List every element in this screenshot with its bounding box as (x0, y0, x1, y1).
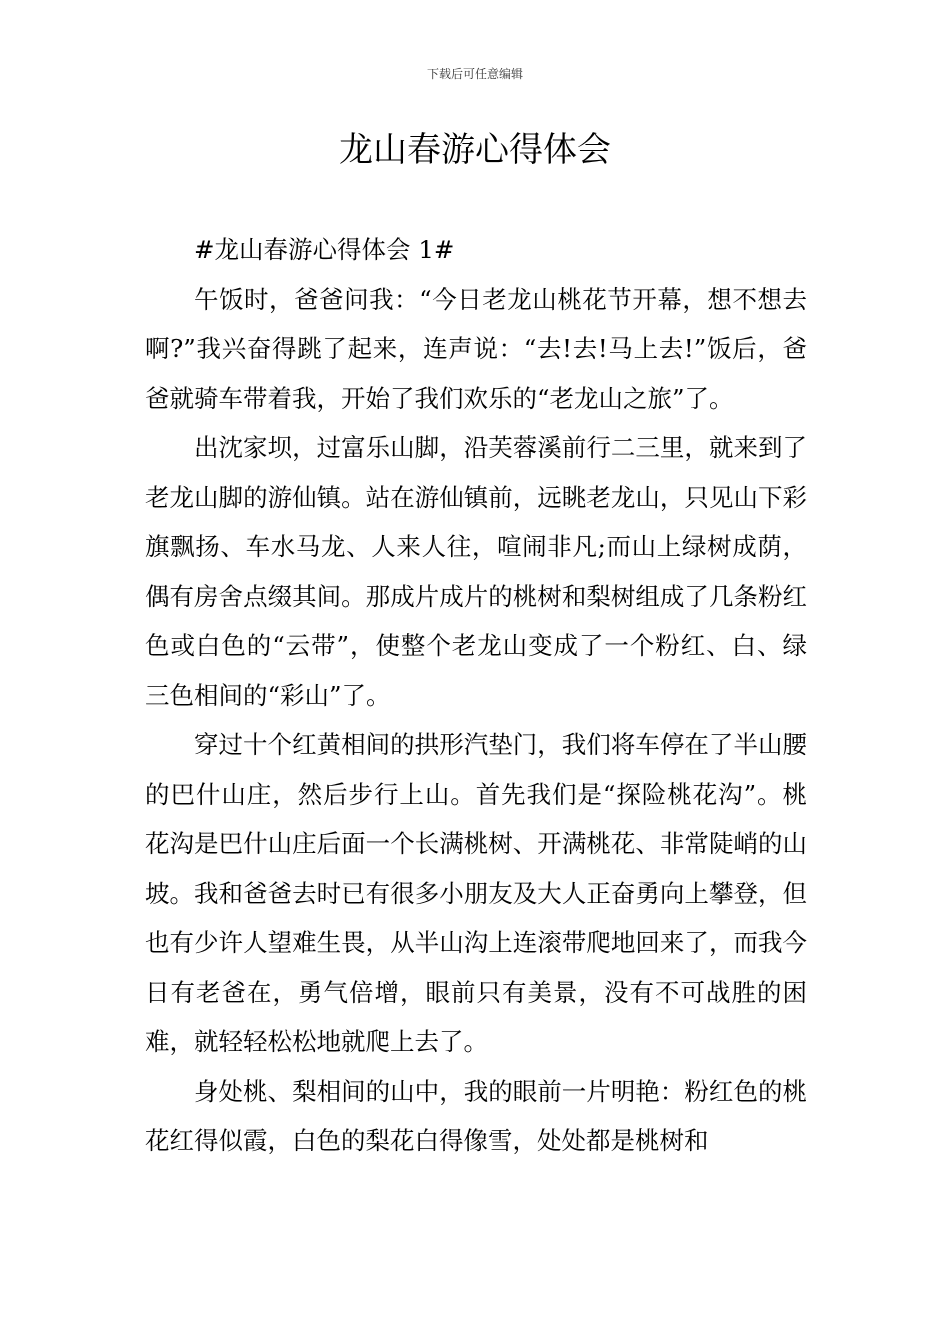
section-heading: #龙山春游心得体会 1# (194, 235, 455, 264)
document-title: 龙山春游心得体会 (339, 130, 611, 170)
paragraph-3: 穿过十个红黄相间的拱形汽垫门，我们将车停在了半山腰的巴什山庄，然后步行上山。首先我们是“探险桃花沟”。桃花沟是巴什山庄后面一个长满桃树、开满桃花、非常陡峭的山坡。我和爸爸去时已有很多小朋友及大人正奋勇向上攀登，但也有少许人望难生畏，从半山沟上连滚带爬地回来了，而我今日有老爸在，勇气倍增，眼前只有美景，没有不可战胜的困难，就轻轻松松地就爬上去了。 (145, 730, 807, 1056)
document-body (145, 225, 807, 1166)
paragraph-2: 出沈家坝，过富乐山脚，沿芙蓉溪前行二三里，就来到了老龙山脚的游仙镇。站在游仙镇前，远眺老龙山，只见山下彩旗飘扬、车水马龙、人来人往，喧闹非凡;而山上绿树成荫，偶有房舍点缀其间。那成片成片的桃树和梨树组成了几条粉红色或白色的“云带”，使整个老龙山变成了一个粉红、白、绿三色相间的“彩山”了。 (145, 433, 807, 710)
header-note: 下载后可任意编辑 (426, 67, 523, 81)
paragraph-1: 午饭时，爸爸问我：“今日老龙山桃花节开幕，想不想去啊?”我兴奋得跳了起来，连声说：“去!去!马上去!”饭后，爸爸就骑车带着我，开始了我们欢乐的“老龙山之旅”了。 (145, 284, 807, 413)
paragraph-4: 身处桃、梨相间的山中，我的眼前一片明艳：粉红色的桃花红得似霞，白色的梨花白得像雪，处处都是桃树和 (145, 1076, 807, 1155)
